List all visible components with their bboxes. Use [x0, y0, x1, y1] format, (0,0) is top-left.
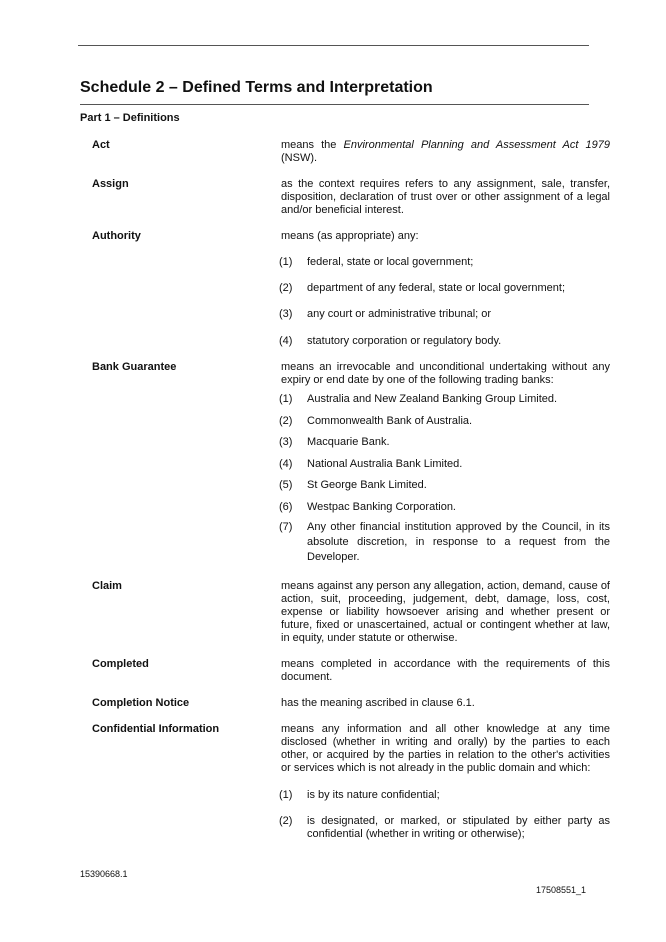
- list-number: (3): [279, 436, 293, 448]
- definition-completed: means completed in accordance with the requirements of this document.: [281, 658, 610, 683]
- header-rule: [78, 45, 589, 46]
- list-item: St George Bank Limited.: [307, 479, 427, 491]
- list-item: statutory corporation or regulatory body.: [307, 335, 502, 347]
- list-number: (4): [279, 458, 293, 470]
- list-number: (6): [279, 501, 293, 513]
- definition-confidential-information: means any information and all other knowledge at any time disclosed (whether in writing and orally) by the parties to each other, or acquired by the parties in relation to the other's activities or services which is not already in the public domain and which:: [281, 723, 610, 774]
- term-authority: Authority: [92, 230, 141, 242]
- list-number: (1): [279, 789, 293, 801]
- list-number: (2): [279, 815, 293, 827]
- definition-act-prefix: means the: [281, 139, 344, 151]
- definition-claim: means against any person any allegation, action, demand, cause of action, suit, proceeding, judgement, debt, damage, loss, cost, expense or liability howsoever arising and whether present or future, fixed or unascertained, actual or contingent whether at law, in equity, under statute or otherwise.: [281, 580, 610, 644]
- term-completed: Completed: [92, 658, 149, 670]
- list-number: (2): [279, 282, 293, 294]
- list-item: National Australia Bank Limited.: [307, 458, 463, 470]
- list-item: Westpac Banking Corporation.: [307, 501, 456, 513]
- list-item: Any other financial institution approved by the Council, in its absolute discretion, in response to a request from the Developer.: [307, 521, 610, 563]
- list-number: (7): [279, 521, 293, 533]
- definition-authority: means (as appropriate) any:: [281, 230, 419, 242]
- list-number: (5): [279, 479, 293, 491]
- act-title: Environmental Planning and Assessment Act 1979: [343, 139, 611, 151]
- list-item: Australia and New Zealand Banking Group Limited.: [307, 393, 558, 405]
- term-confidential-information: Confidential Information: [92, 723, 220, 735]
- list-number: (2): [279, 415, 293, 427]
- footer-document-ref: 15390668.1: [80, 869, 128, 879]
- term-completion-notice: Completion Notice: [92, 697, 190, 709]
- list-item: any court or administrative tribunal; or: [307, 308, 492, 320]
- definition-bank-guarantee: means an irrevocable and unconditional undertaking without any expiry or end date by one of the following trading banks:: [281, 361, 610, 386]
- title-rule: [80, 104, 589, 105]
- list-number: (4): [279, 335, 293, 347]
- term-act: Act: [92, 139, 110, 151]
- definition-assign: as the context requires refers to any assignment, sale, transfer, disposition, declaration of trust over or other assignment of a legal and/or beneficial interest.: [281, 178, 610, 216]
- list-item: Commonwealth Bank of Australia.: [307, 415, 473, 427]
- list-item: department of any federal, state or local government;: [307, 282, 566, 294]
- definition-act: [281, 139, 610, 165]
- list-number: (1): [279, 393, 293, 405]
- page-title: Schedule 2 – Defined Terms and Interpretation: [80, 79, 433, 96]
- term-claim: Claim: [92, 580, 122, 592]
- list-number: (1): [279, 256, 293, 268]
- term-assign: Assign: [92, 178, 129, 190]
- list-item: is by its nature confidential;: [307, 789, 440, 801]
- list-number: (3): [279, 308, 293, 320]
- definition-completion-notice: has the meaning ascribed in clause 6.1.: [281, 697, 475, 709]
- list-item: is designated, or marked, or stipulated by either party as confidential (whether in writing or otherwise);: [307, 815, 610, 840]
- definition-act-suffix: (NSW).: [281, 152, 318, 164]
- list-item: Macquarie Bank.: [307, 436, 390, 448]
- term-bank-guarantee: Bank Guarantee: [92, 361, 177, 373]
- list-item: federal, state or local government;: [307, 256, 474, 268]
- footer-page-ref: 17508551_1: [536, 885, 587, 895]
- part-heading: Part 1 – Definitions: [80, 112, 180, 124]
